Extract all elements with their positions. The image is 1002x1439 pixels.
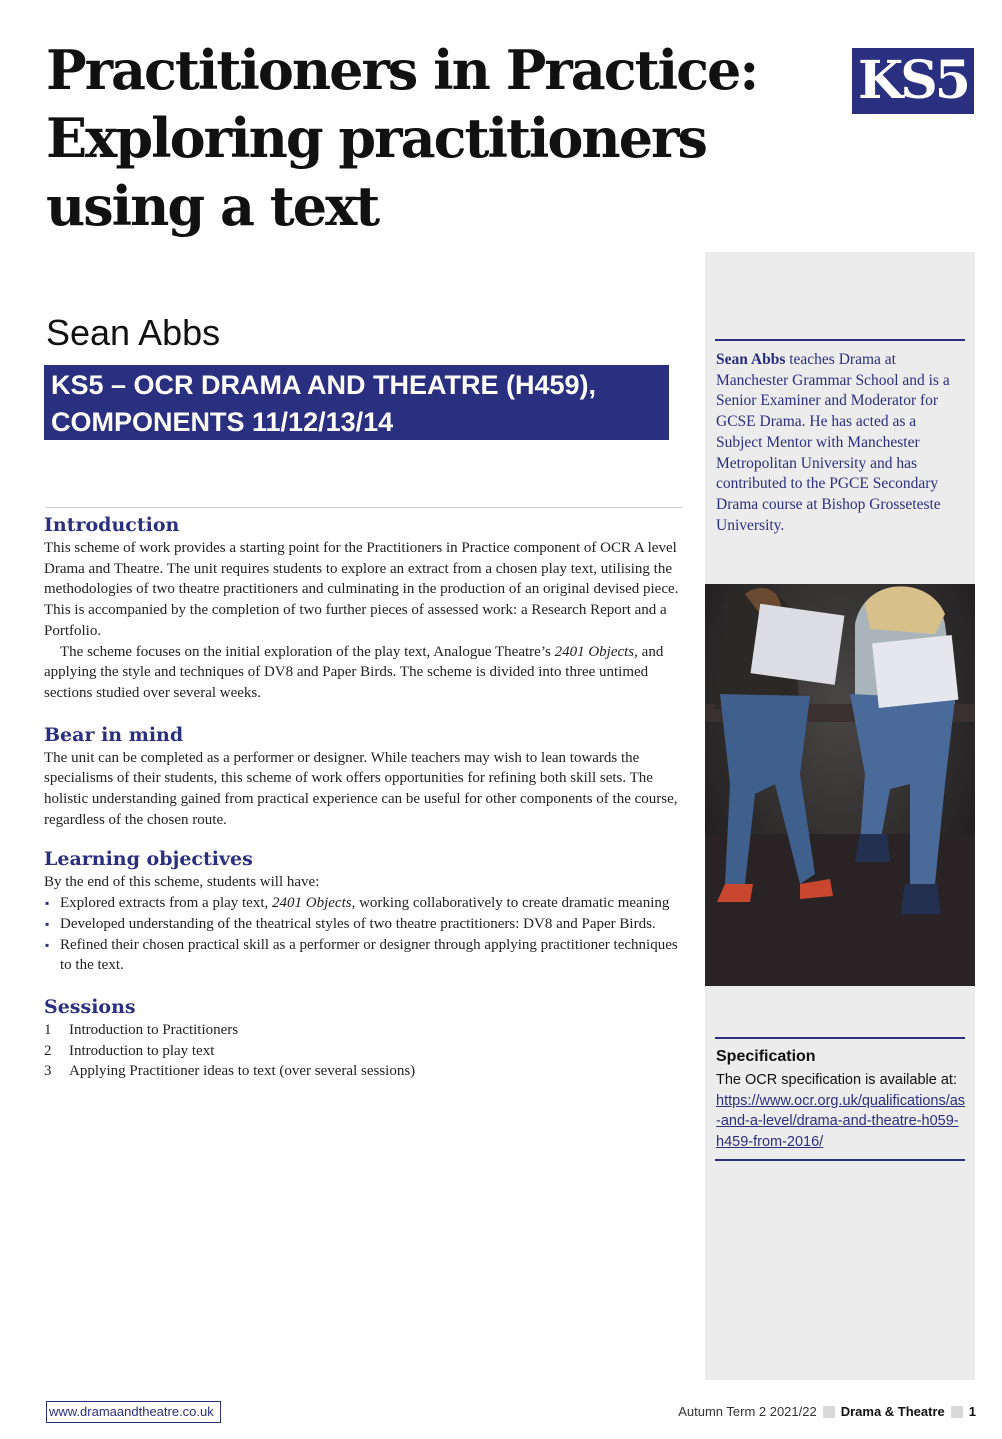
sidebar-divider (715, 339, 965, 341)
objective-text: Explored extracts from a play text, (60, 895, 273, 912)
spec-text: The OCR specification is available at: (716, 1072, 957, 1088)
sidebar-divider (715, 1159, 965, 1161)
objectives-lead: By the end of this scheme, students will have: (44, 874, 320, 891)
learning-objectives-section (44, 846, 684, 976)
play-title: 2401 Objects (272, 895, 352, 912)
section-heading: Learning objectives (44, 848, 253, 871)
main-divider (46, 507, 682, 508)
title-line: using a text (46, 174, 379, 238)
students-reading-photo (705, 584, 975, 986)
magazine-name: Drama & Theatre (840, 1404, 945, 1419)
sessions-list (44, 1020, 684, 1082)
intro-text: , and applying the style and techniques of DV8 and Paper Birds. The scheme is divided into three untimed sections studied over several weeks. (44, 643, 664, 701)
session-number: 2 (44, 1042, 52, 1059)
session-label: Introduction to play text (69, 1042, 215, 1059)
spec-heading: Specification (716, 1048, 816, 1065)
sidebar-divider (715, 1037, 965, 1039)
photo-illustration (705, 584, 975, 986)
title-line: Practitioners in Practice: (46, 38, 758, 102)
session-label: Applying Practitioner ideas to text (over several sessions) (69, 1063, 416, 1080)
bear-paragraph: The unit can be completed as a performer or designer. While teachers may wish to lean towards the specialisms of their students, this scheme of work offers opportunities for refining both skill sets. The holistic understanding gained from practical experience can be useful for other components of the course, regardless of the chosen route. (44, 749, 678, 828)
author-bio (716, 350, 964, 536)
page-title (46, 36, 806, 240)
bio-name: Sean Abbs (716, 351, 786, 368)
square-icon (951, 1406, 963, 1418)
objectives-list (44, 893, 684, 976)
session-label: Introduction to Practitioners (69, 1021, 239, 1038)
list-item (44, 893, 684, 914)
intro-paragraph: This scheme of work provides a starting point for the Practitioners in Practice component of OCR A level Drama and Theatre. The unit requires students to explore an extract from a chosen play text, utilising the methodologies of two theatre practitioners and culminating in the production of an original devised piece. This is accompanied by the completion of two further pieces of assessed work: a Research Report and a Portfolio. (44, 540, 679, 639)
bio-text: teaches Drama at Manchester Grammar School and is a Senior Examiner and Moderator for GCSE Drama. He has acted as a Subject Mentor with Manchester Metropolitan University and has contributed to the PGCE Secondary Drama course at Bishop Grosseteste University. (716, 351, 950, 534)
objective-text: , working collaboratively to create dramatic meaning (351, 895, 670, 912)
term-label: Autumn Term 2 2021/22 (678, 1404, 817, 1419)
list-item: ▪ Refined their chosen practical skill as a performer or designer through applying practitioner techniques to the text. (44, 935, 684, 976)
bear-in-mind-section (44, 722, 684, 831)
website-link[interactable]: www.dramaandtheatre.co.uk (46, 1401, 221, 1423)
intro-text: The scheme focuses on the initial exploration of the play text, Analogue Theatre’s (60, 643, 555, 660)
page-number: 1 (968, 1404, 976, 1419)
spec-link[interactable]: https://www.ocr.org.uk/qualifications/as-and-a-level/drama-and-theatre-h059-h459-from-2016/ (716, 1092, 966, 1151)
title-line: Exploring practitioners (46, 106, 706, 170)
play-title: 2401 Objects (554, 643, 635, 660)
list-item (44, 1061, 684, 1082)
spec-block (716, 1070, 966, 1153)
course-line: KS5 – OCR DRAMA AND THEATRE (H459), (51, 370, 597, 400)
list-item (44, 1041, 684, 1062)
course-line: COMPONENTS 11/12/13/14 (51, 407, 394, 437)
sessions-section (44, 994, 684, 1082)
session-number: 3 (44, 1063, 52, 1080)
course-banner (44, 365, 669, 440)
footer-info (678, 1404, 976, 1419)
introduction-section (44, 512, 684, 704)
intro-paragraph (44, 642, 684, 704)
list-item: ▪ Developed understanding of the theatrical styles of two theatre practitioners: DV8 and Paper Birds. (44, 914, 684, 935)
section-heading: Introduction (44, 514, 180, 536)
session-number: 1 (44, 1021, 52, 1038)
section-heading: Sessions (44, 995, 136, 1018)
ks5-badge: KS5 (852, 48, 974, 114)
main-content (44, 512, 684, 1092)
section-heading: Bear in mind (44, 723, 184, 746)
square-icon (823, 1406, 835, 1418)
list-item (44, 1020, 684, 1041)
author-name: Sean Abbs (46, 312, 221, 353)
